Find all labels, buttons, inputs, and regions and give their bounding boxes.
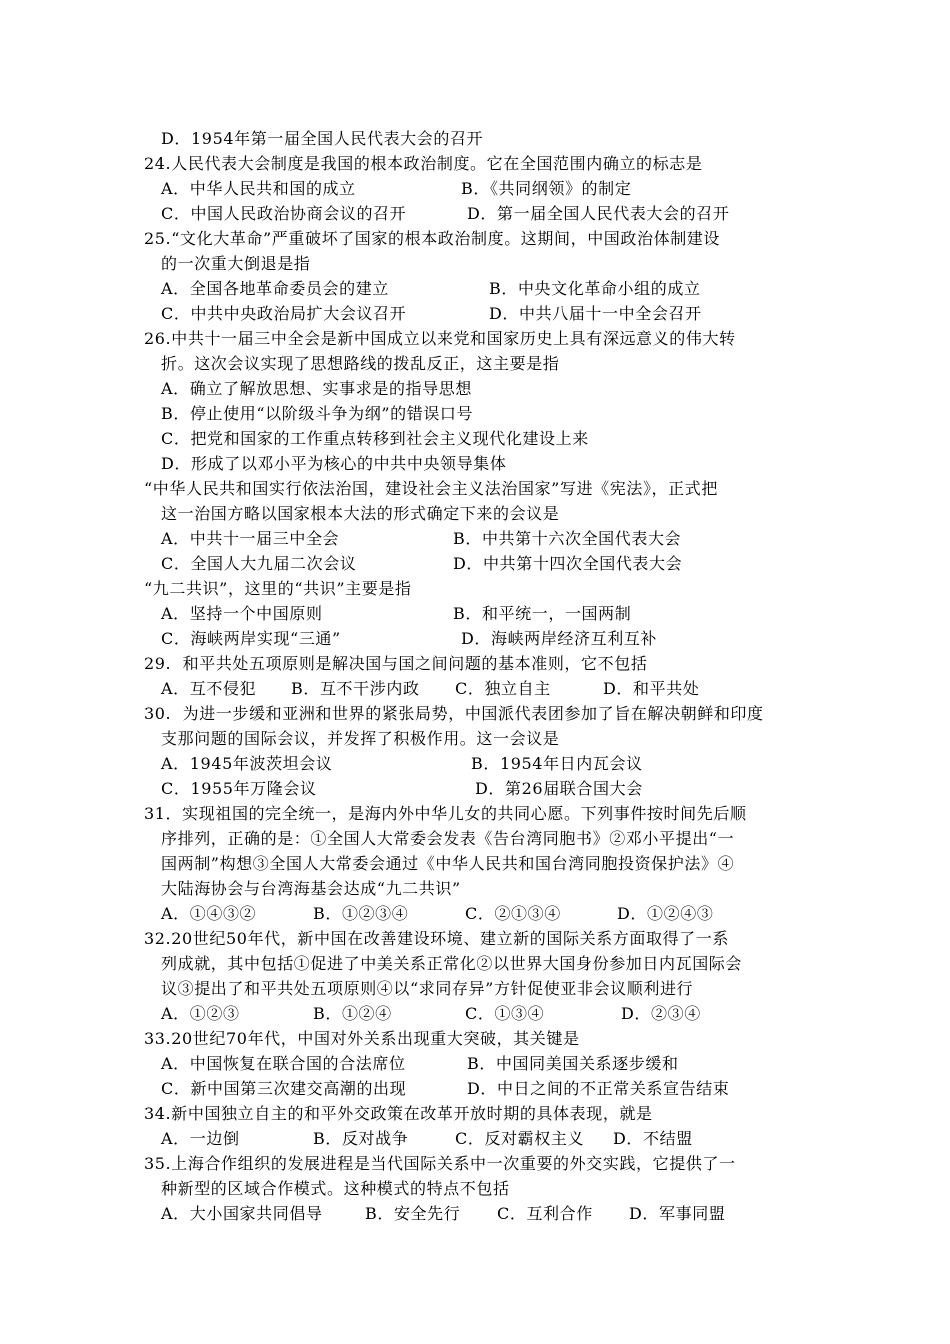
question-33: 33.20世纪70年代，中国对外关系出现重大突破，其关键是 <box>144 1029 580 1048</box>
option-d-q33: D．中日之间的不正常关系宣告结束 <box>467 1079 730 1098</box>
option-b-q25: B．中央文化革命小组的成立 <box>489 279 701 298</box>
option-c-q31: C．②①③④ <box>465 904 561 923</box>
option-a-q26: A．确立了解放思想、实事求是的指导思想 <box>161 379 472 398</box>
question-26-cont: 折。这次会议实现了思想路线的拨乱反正，这主要是指 <box>161 354 560 373</box>
question-30-cont: 支那问题的国际会议，并发挥了积极作用。这一会议是 <box>161 729 560 748</box>
option-d-q26: D．形成了以邓小平为核心的中共中央领导集体 <box>161 454 507 473</box>
option-d-q25: D．中共八届十一中全会召开 <box>489 304 702 323</box>
question-28: “九二共识”，这里的“共识”主要是指 <box>144 579 412 598</box>
option-d-q34: D．不结盟 <box>613 1129 693 1148</box>
option-b-q32: B．①②④ <box>313 1004 392 1023</box>
option-a-q27: A．中共十一届三中全会 <box>161 529 340 548</box>
option-b-q33: B．中国同美国关系逐步缓和 <box>467 1054 679 1073</box>
option-d-q31: D．①②④③ <box>617 904 714 923</box>
option-b-q26: B．停止使用“以阶级斗争为纲”的错误口号 <box>161 404 474 423</box>
option-a-q25: A．全国各地革命委员会的建立 <box>161 279 389 298</box>
option-d-q30: D．第26届联合国大会 <box>475 779 643 798</box>
option-c-q33: C．新中国第三次建交高潮的出现 <box>161 1079 407 1098</box>
option-d-q29: D．和平共处 <box>603 679 700 698</box>
option-a-q24: A．中华人民共和国的成立 <box>161 179 356 198</box>
option-c-q24: C．中国人民政治协商会议的召开 <box>161 204 407 223</box>
question-32: 32.20世纪50年代，新中国在改善建设环境、建立新的国际关系方面取得了一系 <box>144 929 729 948</box>
question-27-cont: 这一治国方略以国家根本大法的形式确定下来的会议是 <box>161 504 560 523</box>
option-c-q32: C．①③④ <box>465 1004 545 1023</box>
option-a-q29: A．互不侵犯 <box>161 679 257 698</box>
option-a-q33: A．中国恢复在联合国的合法席位 <box>161 1054 406 1073</box>
option-b-q29: B．互不干涉内政 <box>291 679 420 698</box>
option-a-q28: A．坚持一个中国原则 <box>161 604 323 623</box>
option-b-q35: B．安全先行 <box>365 1204 461 1223</box>
option-b-q27: B．中共第十六次全国代表大会 <box>453 529 682 548</box>
option-d-q28: D．海峡两岸经济互利互补 <box>461 629 658 648</box>
option-b-q34: B．反对战争 <box>313 1129 409 1148</box>
option-c-q25: C．中共中央政治局扩大会议召开 <box>161 304 407 323</box>
option-d-q24: D．第一届全国人民代表大会的召开 <box>467 204 730 223</box>
option-a-q34: A．一边倒 <box>161 1129 240 1148</box>
question-32-cont-2: 议③提出了和平共处五项原则④以“求同存异”方针促使亚非会议顺利进行 <box>161 979 694 998</box>
question-31-cont-1: 序排列，正确的是：①全国人大常委会发表《告台湾同胞书》②邓小平提出“一 <box>161 829 735 848</box>
option-b-q30: B．1954年日内瓦会议 <box>471 754 643 773</box>
option-c-q26: C．把党和国家的工作重点转移到社会主义现代化建设上来 <box>161 429 589 448</box>
question-34: 34.新中国独立自主的和平外交政策在改革开放时期的具体表现，就是 <box>144 1104 653 1123</box>
option-c-q27: C．全国人大九届二次会议 <box>161 554 357 573</box>
question-35-cont: 种新型的区域合作模式。这种模式的特点不包括 <box>161 1179 510 1198</box>
option-d-q27: D．中共第十四次全国代表大会 <box>453 554 683 573</box>
option-d-q23: D．1954年第一届全国人民代表大会的召开 <box>161 129 484 148</box>
question-31-cont-3: 大陆海协会与台湾海基会达成“九二共识” <box>161 879 461 898</box>
option-a-q32: A．①②③ <box>161 1004 240 1023</box>
option-a-q30: A．1945年波茨坦会议 <box>161 754 333 773</box>
question-24: 24.人民代表大会制度是我国的根本政治制度。它在全国范围内确立的标志是 <box>144 154 703 173</box>
question-35: 35.上海合作组织的发展进程是当代国际关系中一次重要的外交实践，它提供了一 <box>144 1154 736 1173</box>
option-a-q31: A．①④③② <box>161 904 257 923</box>
option-c-q34: C．反对霸权主义 <box>455 1129 585 1148</box>
option-a-q35: A．大小国家共同倡导 <box>161 1204 323 1223</box>
question-25-cont: 的一次重大倒退是指 <box>161 254 311 273</box>
option-c-q35: C．互利合作 <box>497 1204 593 1223</box>
question-31-cont-2: 国两制”构想③全国人大常委会通过《中华人民共和国台湾同胞投资保护法》④ <box>161 854 735 873</box>
question-27: “中华人民共和国实行依法治国，建设社会主义法治国家”写进《宪法》，正式把 <box>144 479 718 498</box>
option-b-q31: B．①②③④ <box>313 904 409 923</box>
option-d-q32: D．②③④ <box>621 1004 701 1023</box>
option-d-q35: D．军事同盟 <box>629 1204 726 1223</box>
question-29: 29. 和平共处五项原则是解决国与国之间问题的基本准则，它不包括 <box>144 654 648 673</box>
option-b-q24: B．《共同纲领》的制定 <box>461 179 632 198</box>
option-c-q29: C．独立自主 <box>455 679 551 698</box>
question-31: 31．实现祖国的完全统一，是海内外中华儿女的共同心愿。下列事件按时间先后顺 <box>144 804 747 823</box>
option-c-q28: C．海峡两岸实现“三通” <box>161 629 341 648</box>
question-26: 26.中共十一届三中全会是新中国成立以来党和国家历史上具有深远意义的伟大转 <box>144 329 736 348</box>
option-b-q28: B．和平统一，一国两制 <box>453 604 632 623</box>
question-32-cont-1: 列成就，其中包括①促进了中美关系正常化②以世界大国身份参加日内瓦国际会 <box>161 954 743 973</box>
question-30: 30. 为进一步缓和亚洲和世界的紧张局势，中国派代表团参加了旨在解决朝鲜和印度 <box>144 704 764 723</box>
option-c-q30: C．1955年万隆会议 <box>161 779 317 798</box>
question-25: 25.“文化大革命”严重破坏了国家的根本政治制度。这期间，中国政治体制建设 <box>144 229 721 248</box>
